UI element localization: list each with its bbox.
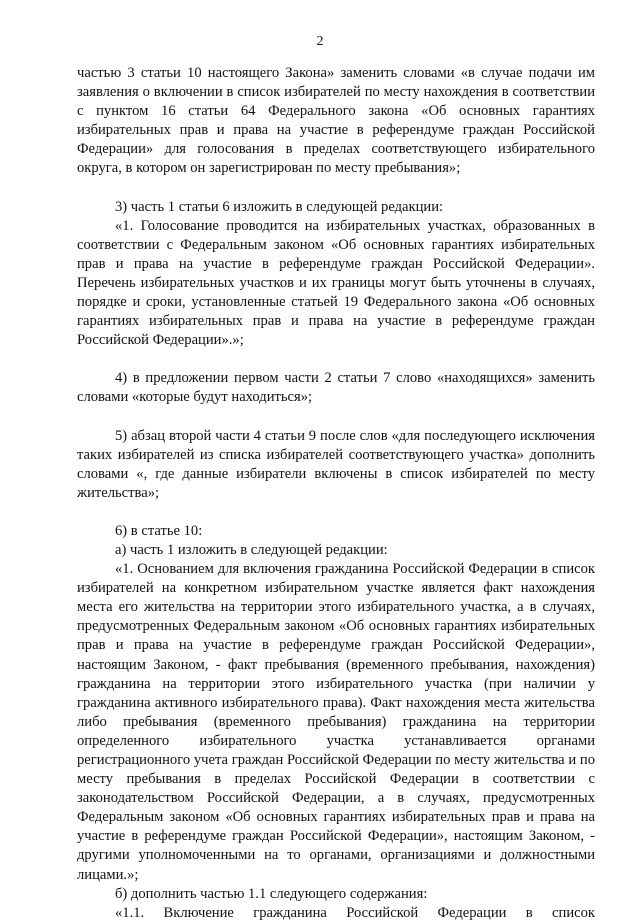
paragraph-subitem-b: б) дополнить частью 1.1 следующего содержания: bbox=[115, 885, 428, 902]
paragraph-quote-part-1: «1. Голосование проводится на избирательных участках, образованных в соответствии с Федеральным законом «Об основных гарантиях избирательных прав и права на участие в референдуме граждан Российской Федерации». Перечень избирательных участков и их границы могут быть уточнены в случаях, порядке и сроки, установленные статьей 19 Федерального закона «Об основных гарантиях избирательных прав и права на участие в референдуме граждан Российской Федерации».»; bbox=[77, 217, 595, 349]
paragraph-quote-part-1-new: «1. Основанием для включения гражданина Российской Федерации в список избирателей на конкретном избирательном участке является факт нахождения места его жительства на территории этого избирательного участка, а в случаях, предусмотренных Федеральным законом «Об основных гарантиях избирательных прав и права на участие в референдуме граждан Российской Федерации», настоящим Законом, - факт пребывания (временного пребывания, нахождения) гражданина на территории этого избирательного участка (при наличии у гражданина активного избирательного права). Факт нахождения места жительства либо пребывания (временного пребывания) гражданина на территории определенного избирательного участка устанавливается органами регистрационного учета граждан Российской Федерации по месту жительства и по месту пребывания в пределах Российской Федерации в соответствии с законодательством Российской Федерации, а в случаях, предусмотренных Федеральным законом «Об основных гарантиях избирательных прав и права на участие в референдуме граждан Российской Федерации», настоящим Законом, - другими уполномоченными на то органами, организациями и должностными лицами.»; bbox=[77, 561, 595, 883]
paragraph-item-5: 5) абзац второй части 4 статьи 9 после слов «для последующего исключения таких избирателей из списка избирателей соответствующего участка» дополнить словами «, где данные избиратели включены в список избирателей по месту жительства»; bbox=[77, 427, 595, 501]
document-body bbox=[77, 64, 595, 923]
paragraph-item-6: 6) в статье 10: bbox=[115, 522, 203, 539]
paragraph-item-4: 4) в предложении первом части 2 статьи 7 слово «находящихся» заменить словами «которые будут находиться»; bbox=[77, 370, 595, 406]
paragraph-quote-part-1-1: «1.1. Включение гражданина Российской Федерации в список bbox=[115, 904, 595, 921]
page-number: 2 bbox=[316, 34, 324, 49]
paragraph-continuation: частью 3 статьи 10 настоящего Закона» заменить словами «в случае подачи им заявления о включении в список избирателей по месту нахождения в соответствии с пунктом 16 статьи 64 Федерального закона «Об основных гарантиях избирательных прав и права на участие в референдуме граждан Российской Федерации» для голосования в пределах соответствующего избирательного округа, в котором он зарегистрирован по месту пребывания»; bbox=[77, 65, 595, 177]
paragraph-subitem-a: а) часть 1 изложить в следующей редакции: bbox=[115, 541, 388, 558]
paragraph-item-3: 3) часть 1 статьи 6 изложить в следующей редакции: bbox=[115, 198, 444, 215]
